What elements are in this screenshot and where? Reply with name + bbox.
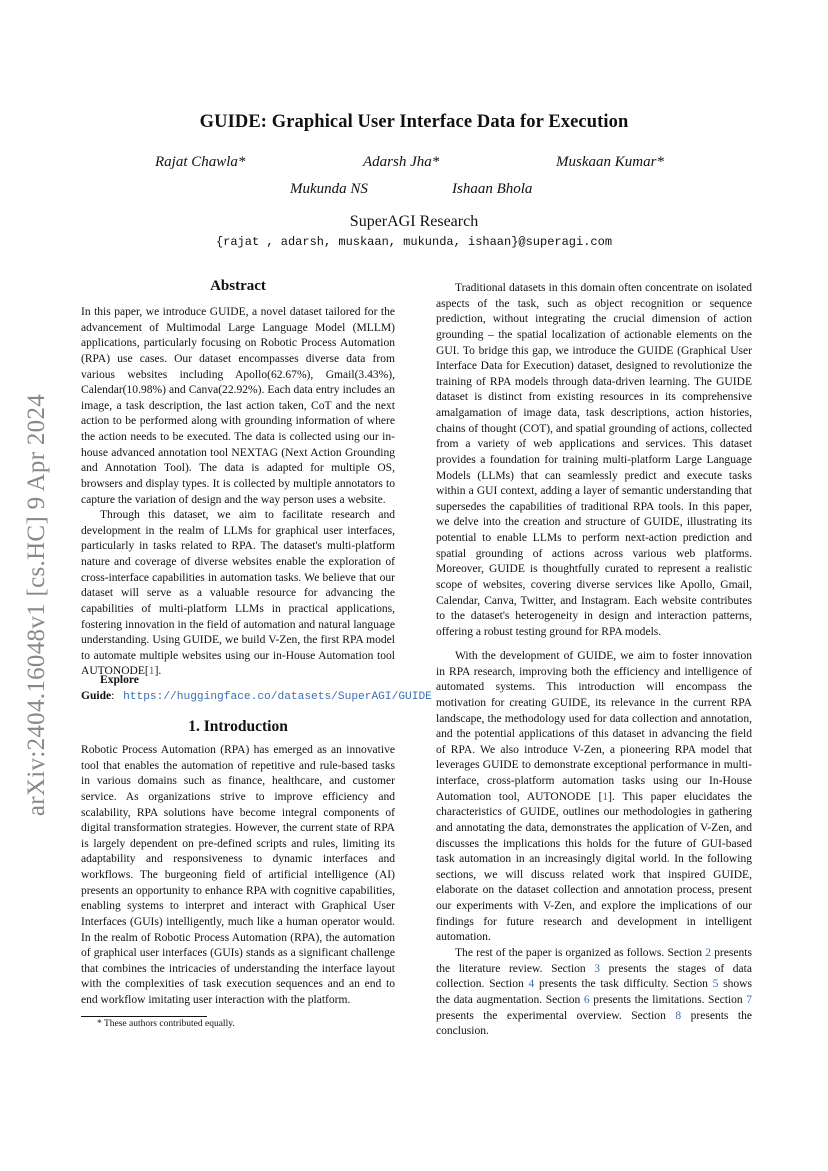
body-paragraph: Traditional datasets in this domain often concentrate on isolated aspects of the task, such as object recognition or sequence prediction, without integrating the crucial dimension of action grounding – the spatial localization of actionable elements on the GUI. To bridge this gap, we introduce the GUIDE (Graphical User Interface Data for Execution) dataset, designed to revolutionize the training of RPA models through data-driven learning. The GUIDE dataset is distinct from existing resources in its comprehensive amalgamation of image data, task descriptions, action histories, chains of thought (COT), and spatial grounding of actions, collected from a variety of web applications and services. This dataset provides a foundation for training multi-platform Large Language Models (LLMs) that can seamlessly predict and execute tasks within a GUI context, adding a layer of semantic understanding that supersedes the capabilities of traditional RPA tools. In this paper, we delve into the creation and structure of GUIDE, illustrating its potential to enable LLMs to perform next-action prediction and spatial grounding of actions across various web platforms. Moreover, GUIDE is thoughtfully curated to represent a realistic scope of websites, covering diverse services like Apollo, Gmail, Calendar, Canva, Twitter, and Instagram. Each website contributes to the dataset's heterogeneity in design and interaction patterns, offering a robust testing ground for RPA models. (436, 282, 752, 638)
section-link[interactable]: 6 (583, 993, 590, 1006)
author-name: Adarsh Jha* (363, 154, 440, 170)
explore-guide-line: Explore Guide: https://huggingface.co/datasets/SuperAGI/GUIDE (81, 674, 432, 703)
section-link[interactable]: 8 (675, 1009, 682, 1022)
body-paragraph: The rest of the paper is organized as follows. Section 2 presents the literature review. Section 3 presents the stages of data collection. Section 4 presents the task difficulty. Section 5 shows the data augmentation. Section 6 presents the limitations. Section 7 presents the experimental overview. Section 8 presents the conclusion. (436, 947, 753, 1038)
author-name: Rajat Chawla* (155, 154, 246, 170)
footnote: * These authors contributed equally. (97, 1019, 235, 1029)
author-name: Ishaan Bhola (452, 181, 533, 197)
paper-title: GUIDE: Graphical User Interface Data for Execution (199, 112, 629, 132)
abstract-heading: Abstract (210, 278, 266, 294)
author-emails: {rajat , adarsh, muskaan, mukunda, ishaan}@superagi.com (215, 235, 613, 249)
intro-paragraph: Robotic Process Automation (RPA) has emerged as an innovative tool that enables the automation of repetitive and rule-based tasks in various domains such as finance, healthcare, and customer service. As organizations strive to improve efficiency and scalability, RPA solutions have become integral components of digital transformation strategies. However, the current state of RPA is largely dependent on pre-defined scripts and rules, limiting its adaptability and responsiveness to dynamic interfaces and workflows. The burgeoning field of artificial intelligence (AI) presents an opportunity to enhance RPA with cognitive capabilities, enabling systems to interpret and interact with Graphical User Interfaces (GUIs) intelligently, much like a human operator would. In the realm of Robotic Process Automation (RPA), the automation of graphical user interfaces (GUIs) stands as a significant challenge that combines the intricacies of understanding the interface layout with the complexities of task execution sequences and an end to end workflow imitating user interaction with the platform. (81, 744, 395, 1006)
abstract-paragraph: Through this dataset, we aim to facilitate research and development in the realm of LLMs for graphical user interfaces, particularly in tasks related to RPA. The dataset's multi-platform nature and coverage of diverse websites enable the exploration of cross-interface capabilities in automation tasks. We believe that our dataset will serve as a valuable resource for advancing the capabilities of multi-platform LLMs in practical applications, fostering innovation in the field of automation and natural language understanding. Using GUIDE, we build V-Zen, the first RPA model to automate multiple websites using our in-House Automation tool AUTONODE[1]. (81, 509, 395, 678)
affiliation: SuperAGI Research (349, 213, 479, 230)
author-name: Muskaan Kumar* (556, 154, 664, 170)
abstract-paragraph: In this paper, we introduce GUIDE, a novel dataset tailored for the advancement of Multimodal Large Language Model (MLLM) applications, particularly focusing on Robotic Process Automation (RPA) use cases. Our dataset encompasses diverse data from various websites including Apollo(62.67%), Gmail(3.43%), Calendar(10.98%) and Canva(22.92%). Each data entry includes an image, a task description, the last action taken, CoT and the next action to be performed along with grounding information of where the action needs to be executed. The data is collected using our in-house advanced annotation tool NEXTAG (Next Action Grounding and Annotation Tool). The data is adapted for multiple OS, browsers and display types. It is collected by multiple annotators to capture the variation of design and the way person uses a website. (81, 306, 395, 506)
arxiv-identifier: arXiv:2404.16048v1 [cs.HC] 9 Apr 2024 (23, 393, 50, 817)
intro-body (81, 743, 395, 1009)
right-paragraph-3 (436, 946, 752, 1040)
right-paragraph-2 (436, 649, 752, 946)
section-link[interactable]: 5 (712, 978, 719, 991)
citation-link[interactable]: 1 (602, 790, 609, 803)
arxiv-sidebar (22, 370, 52, 840)
right-paragraph-1 (436, 281, 752, 640)
body-paragraph: With the development of GUIDE, we aim to foster innovation in RPA research, improving both the efficiency and intelligence of automated systems. This introduction will encompass the motivation for creating GUIDE, its relevance in the current RPA landscape, the methodology used for data collection and annotation, and the potential applications of this dataset in advancing the field of RPA. We also introduce V-Zen, a pioneering RPA model that leverages GUIDE to demonstrate exceptional performance in multi-interface, cross-platform automation tasks using our In-House Automation tool, AUTONODE [1]. This paper elucidates the characteristics of GUIDE, outlines our methodologies in gathering and annotating the data, demonstrates the application of V-Zen, and discusses the implications this holds for the future of GUI-based task automation in an increasingly digital world. In the following sections, we will discuss related work that inspired GUIDE, elaborate on the dataset collection and annotation process, present our experiments with V-Zen, and explore the implications of our findings for future research and development in intelligent automation. (436, 650, 753, 944)
footnote-rule (81, 1016, 207, 1017)
explore-label: Explore Guide (81, 674, 139, 702)
citation-link[interactable]: 1 (148, 665, 155, 678)
section-heading: 1. Introduction (188, 718, 288, 735)
section-link[interactable]: 7 (746, 993, 752, 1006)
section-link[interactable]: 4 (528, 978, 535, 991)
section-link[interactable]: 2 (705, 947, 712, 959)
author-name: Mukunda NS (290, 181, 368, 197)
section-link[interactable]: 3 (594, 962, 601, 975)
dataset-link[interactable]: https://huggingface.co/datasets/SuperAGI/GUIDE (123, 690, 432, 703)
abstract-body (81, 305, 395, 680)
